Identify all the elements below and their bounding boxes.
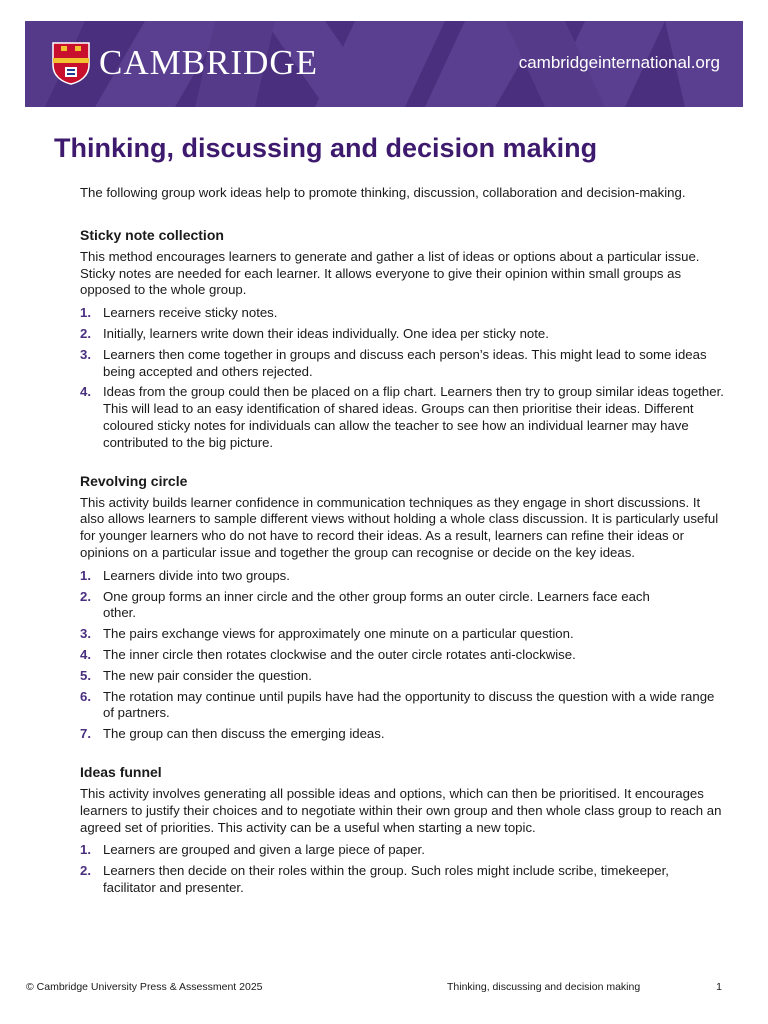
steps-list [80, 305, 725, 451]
list-item [80, 863, 725, 897]
step-number: 7. [80, 726, 91, 742]
step-text: Learners receive sticky notes. [103, 305, 278, 321]
step-text: One group forms an inner circle and the other group forms an outer circle. Learners face each other. [103, 588, 650, 621]
copyright-notice: © Cambridge University Press & Assessment 2025 [26, 981, 263, 993]
header-banner [25, 21, 743, 107]
page-number: 1 [716, 981, 722, 993]
section-paragraph: This method encourages learners to generate and gather a list of ideas or options about a particular issue. Sticky notes are needed for each learner. It allows everyone to give their opinion within small groups as opposed to the whole group. [80, 248, 700, 298]
section-ideas-funnel [80, 763, 725, 897]
section-heading: Sticky note collection [80, 226, 224, 243]
step-number: 4. [80, 646, 91, 662]
section-paragraph: This activity involves generating all possible ideas and options, which can then be prioritised. It encourages learners to justify their choices and to negotiate within their own group and then whole class group to reach an agreed set of priorities. This activity can be a useful when starting a new topic. [80, 785, 722, 835]
step-number: 6. [80, 688, 91, 704]
list-item [80, 689, 725, 723]
section-paragraph: This activity builds learner confidence in communication techniques as they engage in short discussions. It also allows learners to sample different views without holding a whole class discussion. It is particularly useful for younger learners who do not have to record their ideas. As a result, learners can refine their ideas or opinions on a particular issue and together the group can recognise or decide on the key ideas. [80, 494, 719, 560]
list-item [80, 305, 725, 322]
step-number: 2. [80, 863, 91, 879]
step-text: The inner circle then rotates clockwise and the outer circle rotates anti-clockwise. [103, 646, 576, 662]
list-item [80, 384, 725, 451]
section-heading: Ideas funnel [80, 763, 162, 780]
list-item [80, 347, 725, 381]
list-item [80, 668, 725, 685]
steps-list [80, 842, 725, 896]
intro-paragraph: The following group work ideas help to promote thinking, discussion, collaboration and decision-making. [80, 185, 686, 200]
list-item [80, 626, 725, 643]
website-link[interactable]: cambridgeinternational.org [518, 53, 720, 72]
step-number: 4. [80, 384, 91, 400]
cambridge-crest-icon [51, 41, 91, 85]
section-revolving-circle [80, 472, 725, 743]
step-text: Learners are grouped and given a large piece of paper. [103, 842, 425, 858]
step-number: 3. [80, 346, 91, 362]
footer-doc-title: Thinking, discussing and decision making [447, 981, 641, 993]
step-number: 1. [80, 842, 91, 858]
list-item [80, 842, 725, 859]
section-sticky-note-collection [80, 226, 725, 452]
step-number: 1. [80, 567, 91, 583]
step-text: Learners then come together in groups and discuss each person’s ideas. This might lead to some ideas being accepted and others rejected. [103, 346, 707, 379]
step-text: The group can then discuss the emerging ideas. [103, 726, 385, 742]
step-text: The pairs exchange views for approximately one minute on a particular question. [103, 626, 574, 642]
step-number: 2. [80, 588, 91, 604]
step-text: The rotation may continue until pupils have had the opportunity to discuss the question with a wide range of partners. [103, 688, 715, 721]
step-text: Initially, learners write down their ideas individually. One idea per sticky note. [103, 325, 549, 341]
list-item [80, 568, 725, 585]
step-text: Ideas from the group could then be placed on a flip chart. Learners then try to group similar ideas together. This will lead to an easy identification of shared ideas. Groups can then prioritise their ideas. Different coloured sticky notes for individuals can allow the teacher to see how an individual learner may have contributed to the big picture. [103, 384, 724, 450]
document-body [80, 185, 725, 917]
step-number: 2. [80, 325, 91, 341]
step-text: The new pair consider the question. [103, 667, 312, 683]
list-item [80, 647, 725, 664]
brand-wordmark: CAMBRIDGE [99, 43, 319, 82]
list-item [80, 589, 725, 623]
steps-list [80, 568, 725, 743]
step-number: 1. [80, 305, 91, 321]
list-item [80, 326, 725, 343]
step-number: 5. [80, 667, 91, 683]
step-number: 3. [80, 626, 91, 642]
step-text: Learners then decide on their roles within the group. Such roles might include scribe, timekeeper, facilitator and presenter. [103, 863, 669, 895]
section-heading: Revolving circle [80, 472, 188, 489]
page-title: Thinking, discussing and decision making [54, 133, 598, 163]
list-item [80, 726, 725, 743]
step-text: Learners divide into two groups. [103, 567, 290, 583]
